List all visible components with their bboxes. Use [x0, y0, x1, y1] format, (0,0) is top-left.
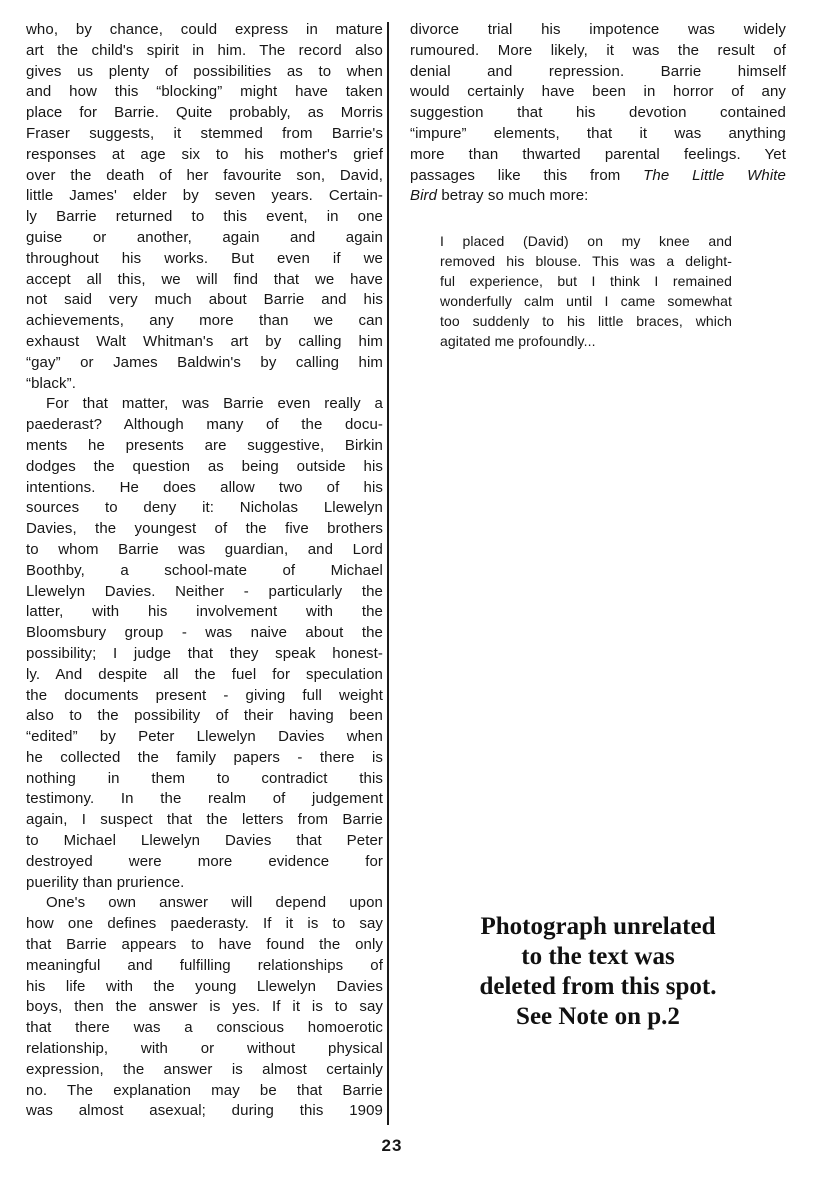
text-line: no. The explanation may be that Barrie [26, 1081, 383, 1099]
text-line: One's own answer will depend upon [46, 894, 383, 912]
text-line: denial and repression. Barrie himself [410, 62, 786, 80]
text-line: Boothby, a school-mate of Michael [26, 561, 383, 579]
text-line: gives us plenty of possibilities as to when [26, 62, 383, 80]
text-line: ly. And despite all the fuel for speculation [26, 665, 383, 683]
text-line: guise or another, again and again [26, 228, 383, 246]
text-line: who, by chance, could express in mature [26, 21, 383, 38]
text-line: to whom Barrie was guardian, and Lord [26, 540, 383, 558]
text-line: nothing in them to contradict this [26, 769, 383, 787]
text-line: intentions. He does allow two of his [26, 478, 383, 496]
text-line: I placed (David) on my knee and [440, 233, 732, 250]
text-line: Davies, the youngest of the five brothers [26, 520, 383, 538]
text-line: also to the possibility of their having been [26, 707, 383, 725]
text-line: sources to deny it: Nicholas Llewelyn [26, 499, 383, 517]
text-line: the documents present - giving full weight [26, 686, 383, 704]
text-line: ful experience, but I think I remained [440, 273, 732, 290]
text-line: responses at age six to his mother's grief [26, 145, 383, 163]
text-line: was almost asexual; during this 1909 [26, 1102, 383, 1120]
text-line: latter, with his involvement with the [26, 603, 383, 621]
text-line: rumoured. More likely, it was the result of [410, 41, 786, 59]
body-paragraph [26, 20, 383, 394]
text-line: passages like this from The Little White [410, 166, 786, 184]
text-line: that Barrie appears to have found the only [26, 936, 383, 954]
text-line: meaningful and fulfilling relationships of [26, 956, 383, 974]
quote-block [440, 231, 732, 351]
text-line: achievements, any more than we can [26, 312, 383, 330]
text-line: that there was a conscious homoerotic [26, 1019, 383, 1037]
text-line: divorce trial his impotence was widely [410, 21, 786, 38]
text-line: his life with the young Llewelyn Davies [26, 977, 383, 995]
text-line: destroyed were more evidence for [26, 852, 383, 870]
text-line: “edited” by Peter Llewelyn Davies when [26, 728, 383, 746]
text-line: ly Barrie returned to this event, in one [26, 208, 383, 226]
text-line: would certainly have been in horror of any [410, 83, 786, 101]
text-line: and how this “blocking” might have taken [26, 83, 383, 101]
text-line: to the text was [521, 943, 675, 970]
text-line: relationship, with or without physical [26, 1040, 383, 1058]
text-line: testimony. In the realm of judgement [26, 790, 383, 808]
text-line: throughout his works. But even if we [26, 249, 383, 267]
body-paragraph [410, 20, 786, 207]
text-line: Photograph unrelated [480, 913, 716, 940]
text-line: suggestion that his devotion contained [410, 104, 786, 122]
page-number: 23 [381, 1136, 403, 1155]
text-line: little James' elder by seven years. Certain- [26, 187, 383, 205]
text-line: more than thwarted parental feelings. Yet [410, 145, 786, 163]
text-line: removed his blouse. This was a delight- [440, 253, 732, 270]
text-line: to Michael Llewelyn Davies that Peter [26, 832, 383, 850]
right-column [410, 20, 786, 351]
text-line: not said very much about Barrie and his [26, 291, 383, 309]
text-line: dodges the question as being outside his [26, 457, 383, 475]
text-line: wonderfully calm until I came somewhat [440, 293, 732, 310]
text-line: agitated me profoundly... [440, 333, 596, 350]
text-line: “gay” or James Baldwin's by calling him [26, 353, 383, 371]
body-paragraph [26, 394, 383, 893]
text-line: ments he presents are suggestive, Birkin [26, 436, 383, 454]
text-line: art the child's spirit in him. The record also [26, 41, 383, 59]
left-column [26, 20, 383, 1122]
text-line: paederast? Although many of the docu- [26, 416, 383, 434]
deleted-photo-notice [410, 912, 786, 1032]
body-paragraph [26, 893, 383, 1122]
text-line: For that matter, was Barrie even really a [46, 395, 383, 413]
text-line: how one defines paederasty. If it is to say [26, 915, 383, 933]
text-line: expression, the answer is almost certainly [26, 1060, 383, 1078]
text-line: too suddenly to his little braces, which [440, 313, 732, 330]
text-line: puerility than prurience. [26, 873, 185, 891]
text-line: Fraser suggests, it stemmed from Barrie's [26, 124, 383, 142]
column-divider-rule [387, 22, 389, 1125]
text-line: boys, then the answer is yes. If it is to say [26, 998, 383, 1016]
text-line: deleted from this spot. [479, 973, 717, 1000]
text-line: exhaust Walt Whitman's art by calling him [26, 332, 383, 350]
text-line: Bloomsbury group - was naive about the [26, 624, 383, 642]
text-line: See Note on p.2 [516, 1003, 680, 1030]
text-line: accept all this, we will find that we have [26, 270, 383, 288]
text-line: again, I suspect that the letters from Barrie [26, 811, 383, 829]
text-line: Bird betray so much more: [410, 187, 589, 205]
text-line: Llewelyn Davies. Neither - particularly the [26, 582, 383, 600]
text-line: he collected the family papers - there is [26, 748, 383, 766]
text-line: “impure” elements, that it was anything [410, 124, 786, 142]
text-line: over the death of her favourite son, David, [26, 166, 383, 184]
text-line: place for Barrie. Quite probably, as Morris [26, 104, 383, 122]
text-line: possibility; I judge that they speak honest- [26, 644, 383, 662]
text-line: “black”. [26, 374, 76, 392]
